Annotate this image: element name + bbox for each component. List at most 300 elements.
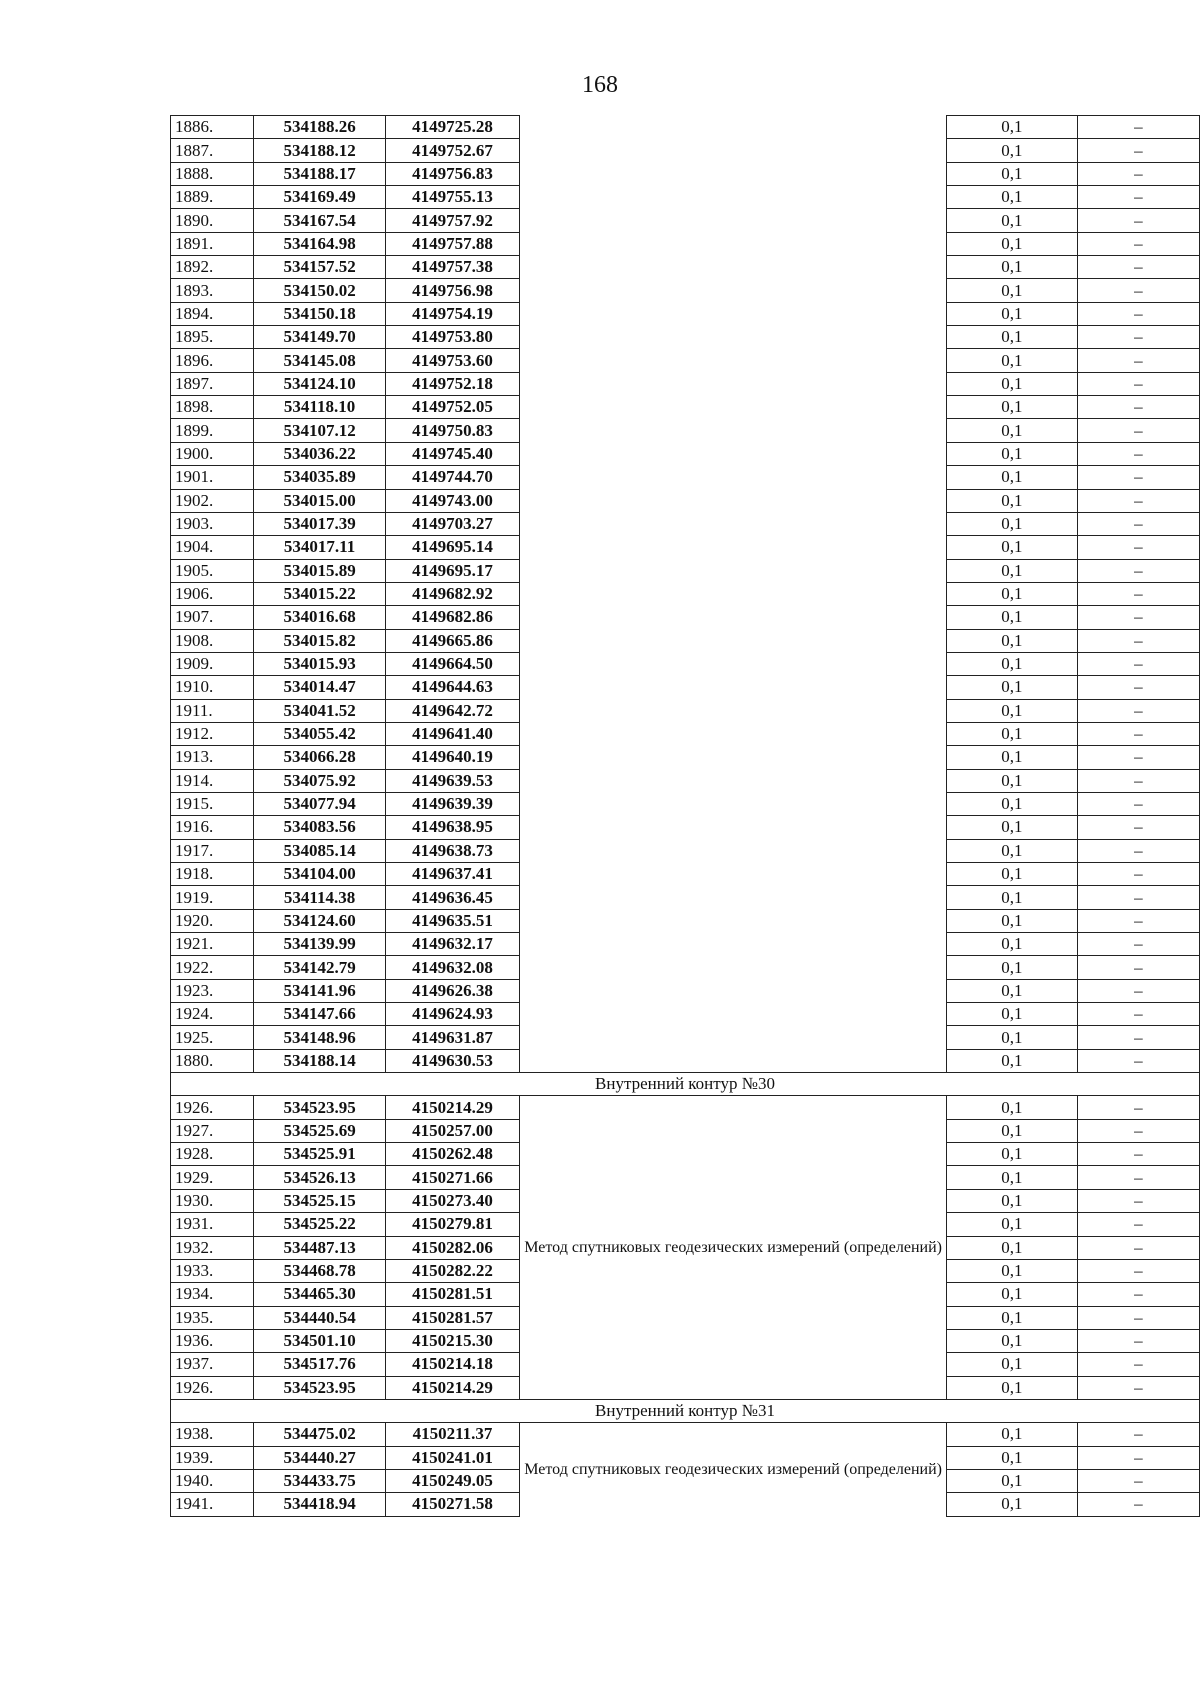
coordinate-x: 534015.93 [254, 652, 385, 675]
coordinate-x: 534114.38 [254, 886, 385, 909]
coordinate-y: 4149752.67 [385, 139, 519, 162]
coordinate-x: 534525.22 [254, 1213, 385, 1236]
accuracy-value: 0,1 [946, 1119, 1077, 1142]
description-value: – [1077, 933, 1199, 956]
coordinate-x: 534188.12 [254, 139, 385, 162]
coordinate-x: 534036.22 [254, 442, 385, 465]
description-value: – [1077, 489, 1199, 512]
point-number: 1921. [171, 933, 254, 956]
coordinate-x: 534418.94 [254, 1493, 385, 1516]
accuracy-value: 0,1 [946, 909, 1077, 932]
point-number: 1892. [171, 256, 254, 279]
point-number: 1880. [171, 1049, 254, 1072]
description-value: – [1077, 186, 1199, 209]
coordinate-y: 4149640.19 [385, 746, 519, 769]
point-number: 1918. [171, 863, 254, 886]
accuracy-value: 0,1 [946, 1376, 1077, 1399]
coordinate-y: 4149752.18 [385, 372, 519, 395]
accuracy-value: 0,1 [946, 1283, 1077, 1306]
description-value: – [1077, 1423, 1199, 1446]
coordinate-y: 4149631.87 [385, 1026, 519, 1049]
accuracy-value: 0,1 [946, 1096, 1077, 1119]
coordinate-y: 4149635.51 [385, 909, 519, 932]
coordinate-x: 534017.11 [254, 536, 385, 559]
coordinate-y: 4150211.37 [385, 1423, 519, 1446]
accuracy-value: 0,1 [946, 536, 1077, 559]
description-value: – [1077, 139, 1199, 162]
coordinate-y: 4149753.80 [385, 326, 519, 349]
description-value: – [1077, 1026, 1199, 1049]
coordinate-y: 4150271.66 [385, 1166, 519, 1189]
accuracy-value: 0,1 [946, 769, 1077, 792]
accuracy-value: 0,1 [946, 442, 1077, 465]
accuracy-value: 0,1 [946, 232, 1077, 255]
accuracy-value: 0,1 [946, 279, 1077, 302]
coordinate-x: 534501.10 [254, 1329, 385, 1352]
coordinate-y: 4150271.58 [385, 1493, 519, 1516]
coordinate-y: 4150214.29 [385, 1376, 519, 1399]
accuracy-value: 0,1 [946, 816, 1077, 839]
point-number: 1905. [171, 559, 254, 582]
point-number: 1939. [171, 1446, 254, 1469]
description-value: – [1077, 582, 1199, 605]
description-value: – [1077, 396, 1199, 419]
accuracy-value: 0,1 [946, 489, 1077, 512]
description-value: – [1077, 676, 1199, 699]
coordinate-y: 4149642.72 [385, 699, 519, 722]
point-number: 1912. [171, 722, 254, 745]
accuracy-value: 0,1 [946, 466, 1077, 489]
description-value: – [1077, 1003, 1199, 1026]
point-number: 1928. [171, 1143, 254, 1166]
point-number: 1890. [171, 209, 254, 232]
point-number: 1897. [171, 372, 254, 395]
accuracy-value: 0,1 [946, 979, 1077, 1002]
point-number: 1899. [171, 419, 254, 442]
point-number: 1926. [171, 1096, 254, 1119]
coordinate-y: 4150249.05 [385, 1469, 519, 1492]
point-number: 1931. [171, 1213, 254, 1236]
coordinate-x: 534150.02 [254, 279, 385, 302]
point-number: 1900. [171, 442, 254, 465]
description-value: – [1077, 792, 1199, 815]
description-value: – [1077, 442, 1199, 465]
coordinate-y: 4149754.19 [385, 302, 519, 325]
description-value: – [1077, 1329, 1199, 1352]
coordinate-y: 4149664.50 [385, 652, 519, 675]
point-number: 1891. [171, 232, 254, 255]
description-value: – [1077, 372, 1199, 395]
coordinate-x: 534157.52 [254, 256, 385, 279]
table-row [171, 116, 1200, 139]
coordinate-y: 4150215.30 [385, 1329, 519, 1352]
coordinate-y: 4149638.73 [385, 839, 519, 862]
point-number: 1926. [171, 1376, 254, 1399]
description-value: – [1077, 652, 1199, 675]
coordinate-x: 534523.95 [254, 1096, 385, 1119]
table-row [171, 1096, 1200, 1119]
coordinate-y: 4149752.05 [385, 396, 519, 419]
accuracy-value: 0,1 [946, 349, 1077, 372]
coordinate-x: 534167.54 [254, 209, 385, 232]
point-number: 1934. [171, 1283, 254, 1306]
point-number: 1920. [171, 909, 254, 932]
description-value: – [1077, 1376, 1199, 1399]
point-number: 1927. [171, 1119, 254, 1142]
point-number: 1911. [171, 699, 254, 722]
description-value: – [1077, 209, 1199, 232]
coordinate-x: 534188.26 [254, 116, 385, 139]
accuracy-value: 0,1 [946, 629, 1077, 652]
description-value: – [1077, 326, 1199, 349]
coordinate-y: 4149639.53 [385, 769, 519, 792]
point-number: 1888. [171, 162, 254, 185]
description-value: – [1077, 886, 1199, 909]
accuracy-value: 0,1 [946, 606, 1077, 629]
coordinate-x: 534526.13 [254, 1166, 385, 1189]
coordinate-y: 4149632.08 [385, 956, 519, 979]
description-value: – [1077, 116, 1199, 139]
coordinate-y: 4150214.18 [385, 1353, 519, 1376]
coordinates-table [170, 115, 1200, 1517]
point-number: 1906. [171, 582, 254, 605]
coordinate-y: 4150262.48 [385, 1143, 519, 1166]
description-value: – [1077, 1236, 1199, 1259]
description-value: – [1077, 512, 1199, 535]
coordinate-x: 534440.54 [254, 1306, 385, 1329]
coordinate-x: 534083.56 [254, 816, 385, 839]
point-number: 1908. [171, 629, 254, 652]
point-number: 1919. [171, 886, 254, 909]
coordinate-x: 534055.42 [254, 722, 385, 745]
coordinate-x: 534035.89 [254, 466, 385, 489]
description-value: – [1077, 232, 1199, 255]
coordinate-x: 534523.95 [254, 1376, 385, 1399]
accuracy-value: 0,1 [946, 1143, 1077, 1166]
point-number: 1922. [171, 956, 254, 979]
point-number: 1936. [171, 1329, 254, 1352]
coordinate-x: 534016.68 [254, 606, 385, 629]
description-value: – [1077, 466, 1199, 489]
description-value: – [1077, 1096, 1199, 1119]
description-value: – [1077, 1306, 1199, 1329]
description-value: – [1077, 279, 1199, 302]
description-value: – [1077, 1049, 1199, 1072]
coordinate-x: 534149.70 [254, 326, 385, 349]
description-value: – [1077, 536, 1199, 559]
coordinate-x: 534017.39 [254, 512, 385, 535]
coordinate-x: 534015.89 [254, 559, 385, 582]
accuracy-value: 0,1 [946, 396, 1077, 419]
coordinate-x: 534118.10 [254, 396, 385, 419]
point-number: 1907. [171, 606, 254, 629]
point-number: 1898. [171, 396, 254, 419]
description-value: – [1077, 1119, 1199, 1142]
coordinate-y: 4150257.00 [385, 1119, 519, 1142]
coordinate-y: 4149641.40 [385, 722, 519, 745]
description-value: – [1077, 839, 1199, 862]
accuracy-value: 0,1 [946, 1306, 1077, 1329]
description-value: – [1077, 559, 1199, 582]
coordinate-x: 534124.60 [254, 909, 385, 932]
coordinate-x: 534124.10 [254, 372, 385, 395]
coordinate-y: 4149755.13 [385, 186, 519, 209]
point-number: 1887. [171, 139, 254, 162]
coordinate-y: 4149644.63 [385, 676, 519, 699]
coordinate-x: 534487.13 [254, 1236, 385, 1259]
coordinate-y: 4150214.29 [385, 1096, 519, 1119]
point-number: 1909. [171, 652, 254, 675]
point-number: 1930. [171, 1189, 254, 1212]
description-value: – [1077, 629, 1199, 652]
coordinate-x: 534147.66 [254, 1003, 385, 1026]
description-value: – [1077, 1283, 1199, 1306]
point-number: 1933. [171, 1259, 254, 1282]
accuracy-value: 0,1 [946, 1049, 1077, 1072]
coordinate-y: 4149753.60 [385, 349, 519, 372]
point-number: 1889. [171, 186, 254, 209]
accuracy-value: 0,1 [946, 886, 1077, 909]
coordinate-x: 534014.47 [254, 676, 385, 699]
accuracy-value: 0,1 [946, 372, 1077, 395]
description-value: – [1077, 1213, 1199, 1236]
point-number: 1914. [171, 769, 254, 792]
description-value: – [1077, 1143, 1199, 1166]
coordinate-x: 534164.98 [254, 232, 385, 255]
point-number: 1893. [171, 279, 254, 302]
coordinate-y: 4149756.83 [385, 162, 519, 185]
point-number: 1925. [171, 1026, 254, 1049]
point-number: 1923. [171, 979, 254, 1002]
coordinate-y: 4149624.93 [385, 1003, 519, 1026]
point-number: 1917. [171, 839, 254, 862]
coordinate-y: 4149757.92 [385, 209, 519, 232]
coordinate-x: 534169.49 [254, 186, 385, 209]
coordinate-x: 534145.08 [254, 349, 385, 372]
coordinate-x: 534139.99 [254, 933, 385, 956]
accuracy-value: 0,1 [946, 1259, 1077, 1282]
description-value: – [1077, 302, 1199, 325]
point-number: 1929. [171, 1166, 254, 1189]
description-value: – [1077, 722, 1199, 745]
accuracy-value: 0,1 [946, 256, 1077, 279]
accuracy-value: 0,1 [946, 1446, 1077, 1469]
coordinate-x: 534015.00 [254, 489, 385, 512]
point-number: 1913. [171, 746, 254, 769]
coordinate-x: 534188.17 [254, 162, 385, 185]
accuracy-value: 0,1 [946, 722, 1077, 745]
coordinate-y: 4149744.70 [385, 466, 519, 489]
accuracy-value: 0,1 [946, 652, 1077, 675]
coordinate-y: 4149626.38 [385, 979, 519, 1002]
description-value: – [1077, 769, 1199, 792]
accuracy-value: 0,1 [946, 956, 1077, 979]
coordinate-y: 4149725.28 [385, 116, 519, 139]
description-value: – [1077, 1493, 1199, 1516]
point-number: 1940. [171, 1469, 254, 1492]
coordinate-y: 4150273.40 [385, 1189, 519, 1212]
description-value: – [1077, 1166, 1199, 1189]
accuracy-value: 0,1 [946, 582, 1077, 605]
coordinate-y: 4149682.86 [385, 606, 519, 629]
point-number: 1894. [171, 302, 254, 325]
coordinate-y: 4149637.41 [385, 863, 519, 886]
coordinate-x: 534150.18 [254, 302, 385, 325]
coordinate-y: 4150279.81 [385, 1213, 519, 1236]
coordinate-y: 4149639.39 [385, 792, 519, 815]
coordinate-y: 4150281.51 [385, 1283, 519, 1306]
method-cell [520, 116, 947, 1073]
point-number: 1903. [171, 512, 254, 535]
coordinate-y: 4149743.00 [385, 489, 519, 512]
description-value: – [1077, 1446, 1199, 1469]
coordinate-y: 4149638.95 [385, 816, 519, 839]
coordinate-x: 534066.28 [254, 746, 385, 769]
coordinate-y: 4149757.88 [385, 232, 519, 255]
description-value: – [1077, 1259, 1199, 1282]
point-number: 1916. [171, 816, 254, 839]
point-number: 1886. [171, 116, 254, 139]
point-number: 1915. [171, 792, 254, 815]
coordinate-y: 4149632.17 [385, 933, 519, 956]
coordinate-y: 4149665.86 [385, 629, 519, 652]
coordinate-y: 4149756.98 [385, 279, 519, 302]
coordinate-x: 534075.92 [254, 769, 385, 792]
coordinate-x: 534475.02 [254, 1423, 385, 1446]
point-number: 1901. [171, 466, 254, 489]
coordinate-x: 534525.15 [254, 1189, 385, 1212]
coordinate-x: 534148.96 [254, 1026, 385, 1049]
coordinate-x: 534041.52 [254, 699, 385, 722]
coordinate-x: 534141.96 [254, 979, 385, 1002]
table-row [171, 1423, 1200, 1446]
description-value: – [1077, 606, 1199, 629]
description-value: – [1077, 699, 1199, 722]
point-number: 1895. [171, 326, 254, 349]
accuracy-value: 0,1 [946, 326, 1077, 349]
accuracy-value: 0,1 [946, 1026, 1077, 1049]
section-header-row [171, 1399, 1200, 1422]
section-header-row [171, 1073, 1200, 1096]
coordinate-y: 4150282.06 [385, 1236, 519, 1259]
description-value: – [1077, 349, 1199, 372]
accuracy-value: 0,1 [946, 1353, 1077, 1376]
coordinate-x: 534468.78 [254, 1259, 385, 1282]
accuracy-value: 0,1 [946, 1189, 1077, 1212]
description-value: – [1077, 863, 1199, 886]
point-number: 1935. [171, 1306, 254, 1329]
accuracy-value: 0,1 [946, 1493, 1077, 1516]
coordinate-y: 4149750.83 [385, 419, 519, 442]
accuracy-value: 0,1 [946, 559, 1077, 582]
coordinate-x: 534107.12 [254, 419, 385, 442]
accuracy-value: 0,1 [946, 512, 1077, 535]
coordinate-x: 534077.94 [254, 792, 385, 815]
point-number: 1941. [171, 1493, 254, 1516]
accuracy-value: 0,1 [946, 792, 1077, 815]
point-number: 1938. [171, 1423, 254, 1446]
accuracy-value: 0,1 [946, 1329, 1077, 1352]
coordinate-y: 4149695.14 [385, 536, 519, 559]
accuracy-value: 0,1 [946, 839, 1077, 862]
description-value: – [1077, 1353, 1199, 1376]
description-value: – [1077, 256, 1199, 279]
coordinate-x: 534517.76 [254, 1353, 385, 1376]
accuracy-value: 0,1 [946, 933, 1077, 956]
accuracy-value: 0,1 [946, 746, 1077, 769]
accuracy-value: 0,1 [946, 139, 1077, 162]
point-number: 1924. [171, 1003, 254, 1026]
description-value: – [1077, 979, 1199, 1002]
description-value: – [1077, 909, 1199, 932]
section-title: Внутренний контур №31 [171, 1399, 1200, 1422]
coordinate-x: 534525.69 [254, 1119, 385, 1142]
description-value: – [1077, 746, 1199, 769]
coordinate-y: 4149630.53 [385, 1049, 519, 1072]
method-cell: Метод спутниковых геодезических измерений (определений) [520, 1423, 947, 1516]
point-number: 1904. [171, 536, 254, 559]
accuracy-value: 0,1 [946, 1003, 1077, 1026]
method-cell: Метод спутниковых геодезических измерений (определений) [520, 1096, 947, 1399]
accuracy-value: 0,1 [946, 863, 1077, 886]
point-number: 1910. [171, 676, 254, 699]
accuracy-value: 0,1 [946, 302, 1077, 325]
description-value: – [1077, 1189, 1199, 1212]
accuracy-value: 0,1 [946, 699, 1077, 722]
coordinate-y: 4149695.17 [385, 559, 519, 582]
coordinate-y: 4150241.01 [385, 1446, 519, 1469]
description-value: – [1077, 419, 1199, 442]
coordinate-x: 534465.30 [254, 1283, 385, 1306]
point-number: 1937. [171, 1353, 254, 1376]
accuracy-value: 0,1 [946, 186, 1077, 209]
accuracy-value: 0,1 [946, 1469, 1077, 1492]
coordinate-x: 534525.91 [254, 1143, 385, 1166]
coordinate-y: 4150282.22 [385, 1259, 519, 1282]
accuracy-value: 0,1 [946, 209, 1077, 232]
accuracy-value: 0,1 [946, 116, 1077, 139]
coordinate-x: 534104.00 [254, 863, 385, 886]
accuracy-value: 0,1 [946, 419, 1077, 442]
coordinate-y: 4149757.38 [385, 256, 519, 279]
coordinate-x: 534142.79 [254, 956, 385, 979]
description-value: – [1077, 816, 1199, 839]
accuracy-value: 0,1 [946, 162, 1077, 185]
point-number: 1902. [171, 489, 254, 512]
coordinate-x: 534085.14 [254, 839, 385, 862]
point-number: 1932. [171, 1236, 254, 1259]
description-value: – [1077, 1469, 1199, 1492]
accuracy-value: 0,1 [946, 1423, 1077, 1446]
accuracy-value: 0,1 [946, 1236, 1077, 1259]
accuracy-value: 0,1 [946, 676, 1077, 699]
coordinate-y: 4149636.45 [385, 886, 519, 909]
accuracy-value: 0,1 [946, 1213, 1077, 1236]
coordinate-x: 534433.75 [254, 1469, 385, 1492]
coordinates-table-body [171, 116, 1200, 1517]
coordinate-y: 4149682.92 [385, 582, 519, 605]
coordinate-x: 534188.14 [254, 1049, 385, 1072]
point-number: 1896. [171, 349, 254, 372]
coordinate-y: 4149703.27 [385, 512, 519, 535]
coordinate-y: 4150281.57 [385, 1306, 519, 1329]
coordinate-x: 534440.27 [254, 1446, 385, 1469]
section-title: Внутренний контур №30 [171, 1073, 1200, 1096]
accuracy-value: 0,1 [946, 1166, 1077, 1189]
coordinate-x: 534015.82 [254, 629, 385, 652]
description-value: – [1077, 956, 1199, 979]
page-number: 168 [582, 72, 618, 98]
